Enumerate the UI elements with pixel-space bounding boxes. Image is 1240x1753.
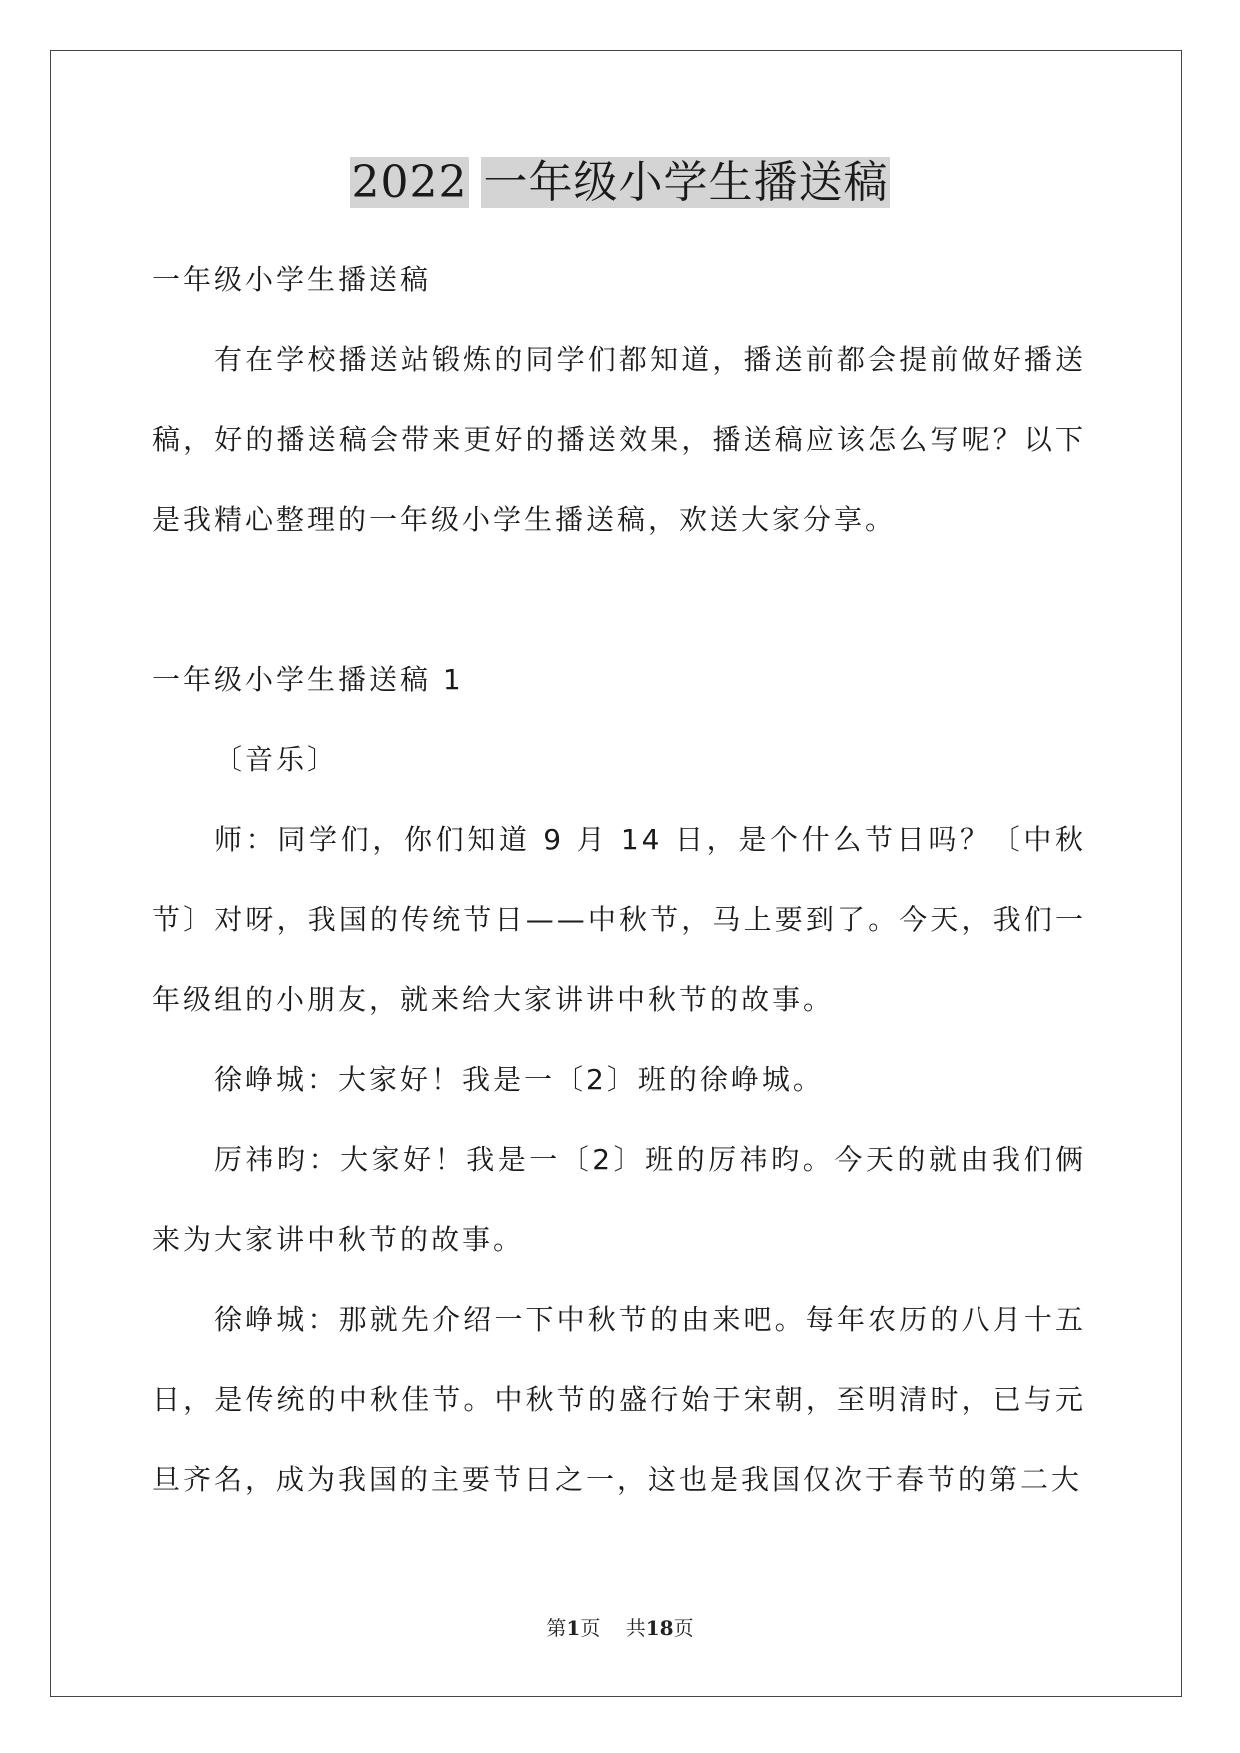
title-text: 一年级小学生播送稿 (483, 157, 889, 208)
paragraph-spacer (152, 560, 1086, 640)
total-label: 页 (673, 1616, 694, 1640)
body-paragraph: 有在学校播送站锻炼的同学们都知道，播送前都会提前做好播送稿，好的播送稿会带来更好的播送效果，播送稿应该怎么写呢？以下是我精心整理的一年级小学生播送稿，欢送大家分享。 (152, 343, 1086, 536)
title-year: 2022 (351, 157, 468, 208)
section-heading: 一年级小学生播送稿 1 (152, 663, 464, 696)
total-prefix: 共 (625, 1616, 646, 1640)
page-prefix: 第 (546, 1616, 567, 1640)
body-paragraph: 师：同学们，你们知道 9 月 14 日，是个什么节日吗？〔中秋节〕对呀，我国的传统节日——中秋节，马上要到了。今天，我们一年级组的小朋友，就来给大家讲讲中秋节的故事。 (152, 823, 1086, 1016)
page-number: 1 (566, 1616, 581, 1640)
title-container (0, 155, 1240, 211)
body-paragraph: 〔音乐〕 (214, 743, 339, 776)
document-body (152, 240, 1086, 1520)
page-footer (0, 1612, 1240, 1641)
body-paragraph: 徐峥城：大家好！我是一〔2〕班的徐峥城。 (214, 1063, 824, 1096)
body-paragraph: 徐峥城：那就先介绍一下中秋节的由来吧。每年农历的八月十五日，是传统的中秋佳节。中秋节的盛行始于宋朝，至明清时，已与元旦齐名，成为我国的主要节日之一，这也是我国仅次于春节的第二大 (152, 1303, 1086, 1496)
page-title (350, 155, 891, 211)
total-pages: 18 (645, 1616, 674, 1640)
body-paragraph: 厉祎昀：大家好！我是一〔2〕班的厉祎昀。今天的就由我们俩来为大家讲中秋节的故事。 (152, 1143, 1086, 1256)
page-label: 页 (580, 1616, 601, 1640)
section-heading: 一年级小学生播送稿 (152, 263, 432, 296)
